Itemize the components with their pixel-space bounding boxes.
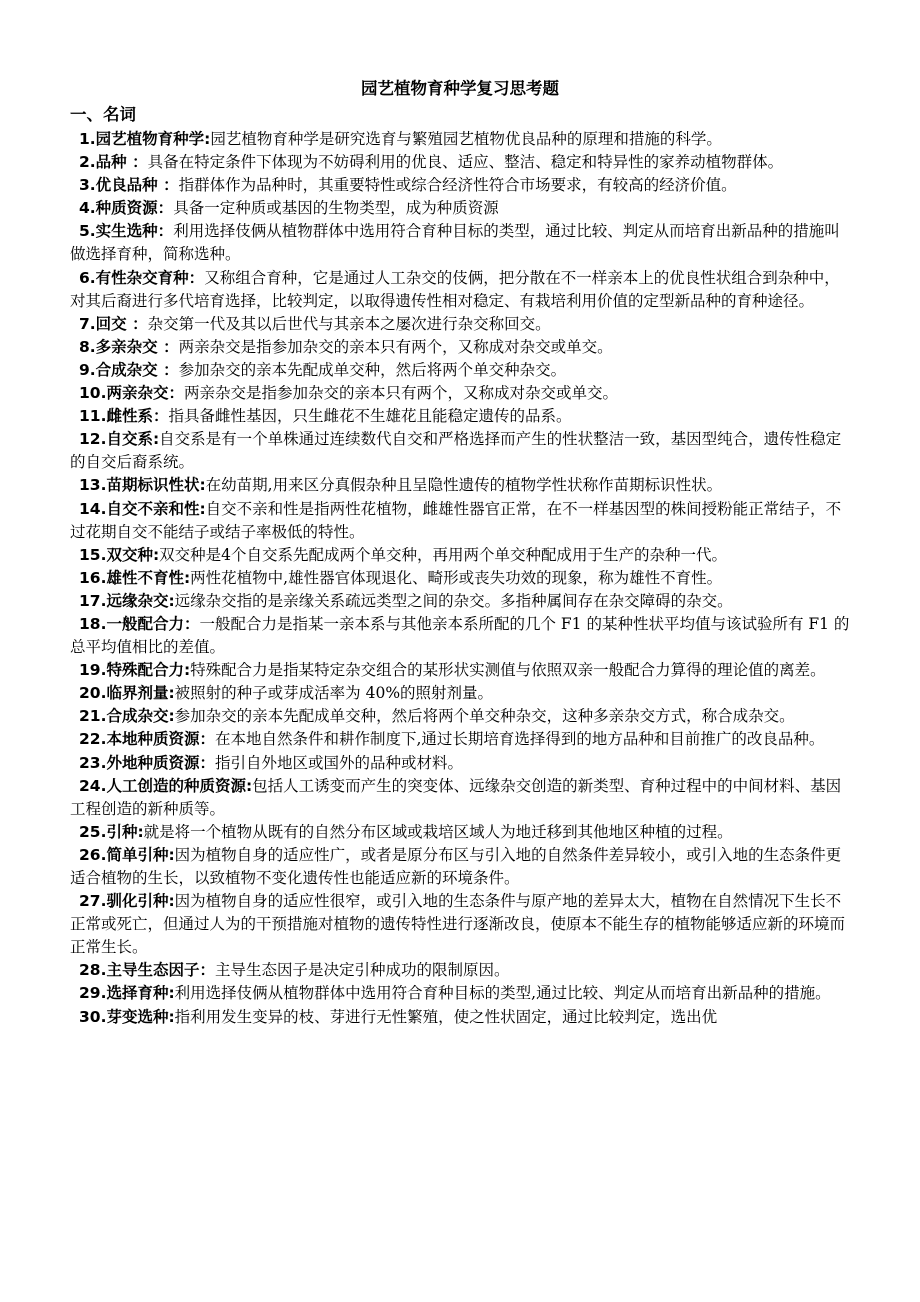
term-definition: 园艺植物育种学是研究选育与繁殖园艺植物优良品种的原理和措施的科学。 (210, 130, 722, 148)
term-heading: 9.合成杂交 ： (79, 360, 179, 379)
term-heading: 1.园艺植物育种学: (79, 130, 211, 148)
term-definition: 一般配合力是指某一亲本系与其他亲本系所配的几个 F1 的某种性状平均值与该试验所有 F1 的总平均值相比的差值。 (70, 614, 850, 657)
term-entry (70, 428, 850, 474)
term-heading: 11.雌性系： (79, 407, 169, 426)
term-heading: 24.人工创造的种质资源: (79, 776, 253, 795)
term-definition: 利用选择伎俩从植物群体中选用符合育种目标的类型，通过比较、判定从而培育出新品种的措施叫做选择育种，简称选种。 (70, 222, 840, 264)
term-entry (70, 682, 850, 705)
term-entry (70, 728, 850, 751)
term-heading: 15.双交种: (79, 545, 160, 564)
term-entry (70, 197, 850, 220)
term-heading: 23.外地种质资源： (79, 753, 215, 772)
term-heading: 29.选择育种: (79, 984, 175, 1003)
term-definition: 指引自外地区或国外的品种或材料。 (214, 753, 463, 772)
term-definition: 两亲杂交是指参加杂交的亲本只有两个，又称成对杂交或单交。 (183, 384, 618, 403)
term-entry (70, 982, 850, 1005)
term-definition: 主导生态因子是决定引种成功的限制原因。 (214, 961, 510, 980)
term-heading: 21.合成杂交: (79, 707, 175, 726)
term-definition: 利用选择伎俩从植物群体中选用符合育种目标的类型,通过比较、判定从而培育出新品种的措施。 (174, 984, 831, 1003)
section-heading: 一、名词 (70, 105, 136, 124)
term-definition: 特殊配合力是指某特定杂交组合的某形状实测值与依照双亲一般配合力算得的理论值的离差。 (190, 661, 826, 680)
term-heading: 14.自交不亲和性: (79, 499, 206, 518)
term-entry (70, 567, 850, 590)
term-definition: 杂交第一代及其以后世代与其亲本之屡次进行杂交称回交。 (147, 314, 551, 333)
term-heading: 3.优良品种 ： (79, 176, 179, 195)
term-entry (70, 405, 850, 428)
term-definition: 又称组合育种，它是通过人工杂交的伎俩，把分散在不一样亲本上的优良性状组合到杂种中，对其后裔进行多代培育选择，比较判定，以取得遗传性相对稳定、有栽培利用价值的定型新品种的育种途径。 (70, 268, 840, 310)
term-entry (70, 775, 850, 821)
term-entry (70, 1006, 850, 1029)
term-definition: 具备一定种质或基因的生物类型，成为种质资源 (173, 199, 499, 218)
term-definition: 自交系是有一个单株通过连续数代自交和严格选择而产生的性状整洁一致，基因型纯合，遗传性稳定的自交后裔系统。 (70, 430, 842, 472)
term-entry (70, 313, 850, 336)
term-entry (70, 151, 850, 174)
term-entry (70, 890, 850, 959)
term-heading: 22.本地种质资源： (79, 730, 215, 749)
term-heading: 5.实生选种： (79, 222, 174, 241)
term-heading: 18.一般配合力： (79, 614, 200, 633)
term-entry (70, 544, 850, 567)
term-entry (70, 821, 850, 844)
term-entry (70, 705, 850, 728)
term-heading: 26.简单引种: (79, 845, 175, 864)
term-entry (70, 220, 850, 266)
term-definition: 远缘杂交指的是亲缘关系疏远类型之间的杂交。多指种属间存在杂交障碍的杂交。 (174, 591, 733, 610)
term-heading: 25.引种: (79, 822, 144, 841)
term-entry (70, 267, 850, 313)
term-heading: 10.两亲杂交： (79, 384, 184, 403)
term-definition: 参加杂交的亲本先配成单交种，然后将两个单交种杂交。 (178, 360, 567, 379)
term-definition: 指利用发生变异的枝、芽进行无性繁殖，使之性状固定，通过比较判定，选出优 (174, 1007, 718, 1026)
term-definition: 在本地自然条件和耕作制度下,通过长期培育选择得到的地方品种和目前推广的改良品种。 (214, 730, 825, 749)
term-heading: 17.远缘杂交: (79, 591, 175, 610)
term-heading: 7.回交 ： (79, 314, 148, 333)
term-definition: 指群体作为品种时，其重要特性或综合经济性符合市场要求，有较高的经济价值。 (178, 176, 737, 195)
term-definition: 在幼苗期,用来区分真假杂种且呈隐性遗传的植物学性状称作苗期标识性状。 (205, 476, 723, 495)
term-heading: 27.驯化引种: (79, 892, 175, 911)
term-definition: 包括人工诱变而产生的突变体、远缘杂交创造的新类型、育种过程中的中间材料、基因工程创造的新种质等。 (70, 776, 842, 818)
term-heading: 16.雄性不育性: (79, 568, 191, 587)
term-heading: 28.主导生态因子： (79, 961, 215, 980)
term-definition: 被照射的种子或芽成活率为 40%的照射剂量。 (174, 684, 494, 703)
term-entry (70, 844, 850, 890)
term-heading: 6.有性杂交育种： (79, 268, 205, 287)
term-heading: 19.特殊配合力: (79, 661, 191, 680)
document-title: 园艺植物育种学复习思考题 (361, 79, 559, 98)
term-entry (70, 174, 850, 197)
term-definition: 双交种是4个自交系先配成两个单交种，再用两个单交种配成用于生产的杂种一代。 (159, 545, 728, 564)
term-entry (70, 659, 850, 682)
term-definition: 两亲杂交是指参加杂交的亲本只有两个，又称成对杂交或单交。 (178, 337, 613, 356)
term-entry (70, 359, 850, 382)
term-definition: 因为植物自身的适应性很窄，或引入地的生态条件与原产地的差异太大，植物在自然情况下生长不正常或死亡，但通过人为的干预措施对植物的遗传特性进行逐渐改良，使原本不能生存的植物能够适应新的环境而正常生长。 (70, 892, 846, 957)
term-entry (70, 752, 850, 775)
term-entry (70, 498, 850, 544)
term-heading: 4.种质资源： (79, 199, 174, 218)
term-definition: 参加杂交的亲本先配成单交种，然后将两个单交种杂交，这种多亲杂交方式，称合成杂交。 (174, 707, 795, 726)
term-heading: 13.苗期标识性状: (79, 476, 206, 495)
term-definition: 指具备雌性基因，只生雌花不生雄花且能稳定遗传的品系。 (168, 407, 572, 426)
term-definition: 自交不亲和性是指两性花植物，雌雄性器官正常，在不一样基因型的株间授粉能正常结子，不过花期自交不能结子或结子率极低的特性。 (70, 499, 842, 541)
term-entry (70, 382, 850, 405)
term-definition: 具备在特定条件下体现为不妨碍利用的优良、适应、整洁、稳定和特异性的家养动植物群体。 (147, 153, 784, 172)
term-heading: 12.自交系: (79, 430, 160, 449)
term-list (70, 128, 850, 1029)
term-definition: 因为植物自身的适应性广，或者是原分布区与引入地的自然条件差异较小，或引入地的生态条件更适合植物的生长，以致植物不变化遗传性也能适应新的环境条件。 (70, 845, 842, 887)
term-definition: 就是将一个植物从既有的自然分布区域或栽培区域人为地迁移到其他地区种植的过程。 (143, 822, 733, 841)
term-heading: 8.多亲杂交 ： (79, 337, 179, 356)
term-entry (70, 128, 850, 151)
term-heading: 30.芽变选种: (79, 1007, 175, 1026)
term-entry (70, 336, 850, 359)
term-heading: 2.品种 ： (79, 153, 148, 172)
term-definition: 两性花植物中,雄性器官体现退化、畸形或丧失功效的现象，称为雄性不育性。 (190, 568, 723, 587)
term-entry (70, 959, 850, 982)
term-entry (70, 474, 850, 497)
term-entry (70, 613, 850, 659)
term-heading: 20.临界剂量: (79, 684, 175, 703)
term-entry (70, 590, 850, 613)
